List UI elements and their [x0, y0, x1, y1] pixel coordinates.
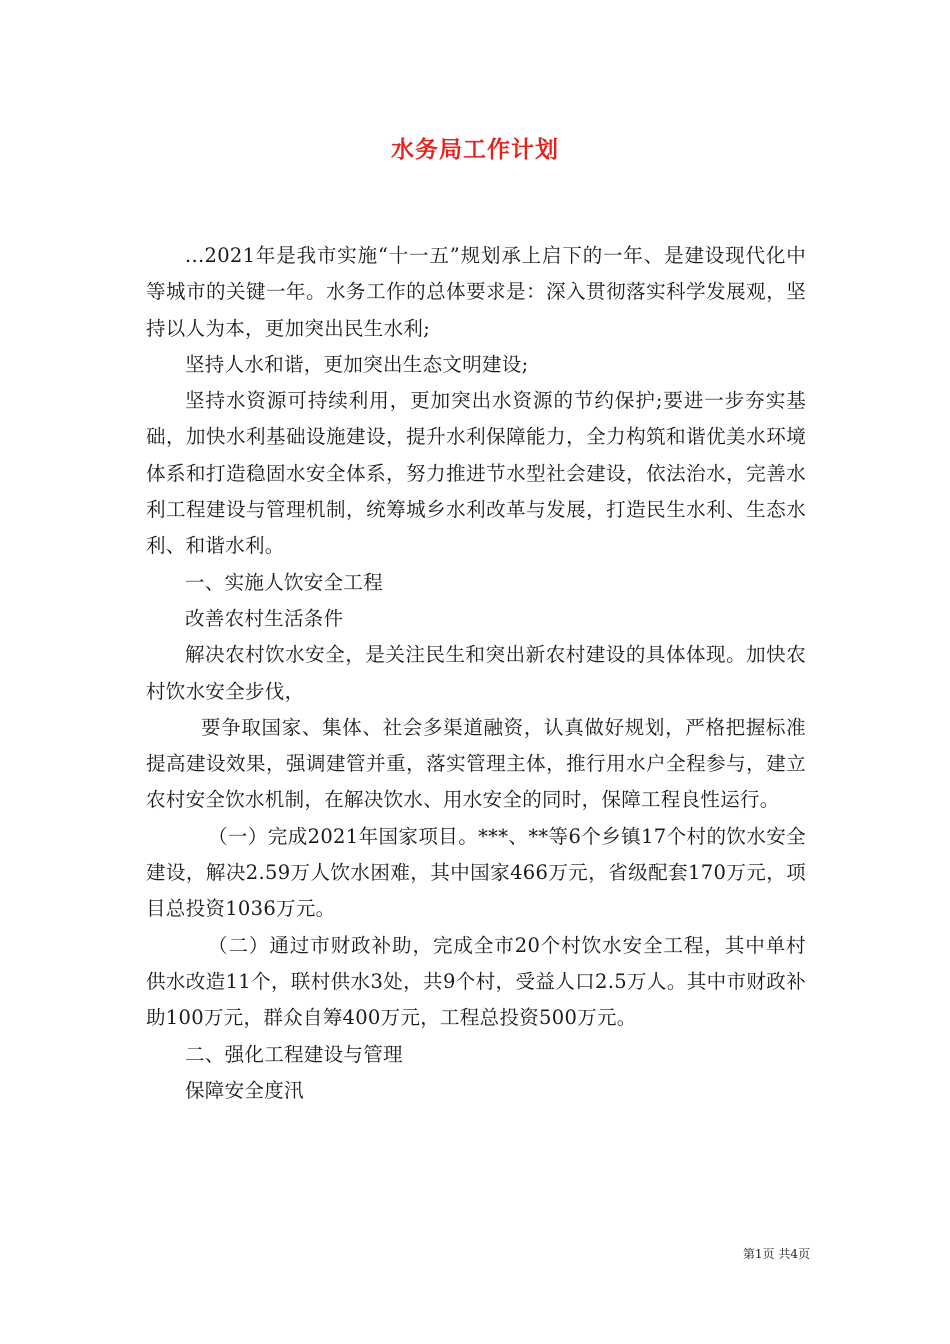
section-subheading-1: 改善农村生活条件: [185, 606, 344, 630]
paragraph-item-2: （二）通过市财政补助，完成全市20个村饮水安全工程，其中单村供水改造11个，联村供水3处，共9个村，受益人口2.5万人。其中市财政补助100万元，群众自筹400万元，工程总投资500万元。: [146, 933, 806, 1030]
paragraph-financing: 要争取国家、集体、社会多渠道融资，认真做好规划，严格把握标准提高建设效果，强调建管并重，落实管理主体，推行用水户全程参与，建立农村安全饮水机制，在解决饮水、用水安全的同时，保障工程良性运行。: [146, 715, 806, 812]
section-subheading-2: 保障安全度汛: [185, 1078, 304, 1102]
paragraph-item-1: （一）完成2021年国家项目。***、**等6个乡镇17个村的饮水安全建设，解决2.59万人饮水困难，其中国家466万元，省级配套170万元，项目总投资1036万元。: [146, 824, 806, 921]
page-number: 第1页 共4页: [742, 1247, 810, 1261]
document-title: 水务局工作计划: [391, 136, 559, 163]
paragraph-water-resources: 坚持水资源可持续利用，更加突出水资源的节约保护;要进一步夯实基础，加快水利基础设施建设，提升水利保障能力，全力构筑和谐优美水环境体系和打造稳固水安全体系，努力推进节水型社会建设，依法治水，完善水利工程建设与管理机制，统筹城乡水利改革与发展，打造民生水利、生态水利、和谐水利。: [146, 389, 806, 558]
section-heading-2: 二、强化工程建设与管理: [185, 1042, 403, 1066]
document-body: [146, 238, 806, 1109]
section-heading-1: 一、实施人饮安全工程: [185, 570, 384, 594]
paragraph-harmony: 坚持人水和谐，更加突出生态文明建设;: [185, 352, 529, 376]
paragraph-rural-water: 解决农村饮水安全，是关注民生和突出新农村建设的具体体现。加快农村饮水安全步伐，: [146, 643, 806, 703]
paragraph-intro: ...2021年是我市实施“十一五”规划承上启下的一年、是建设现代化中等城市的关键一年。水务工作的总体要求是：深入贯彻落实科学发展观，坚持以人为本，更加突出民生水利;: [146, 244, 806, 340]
